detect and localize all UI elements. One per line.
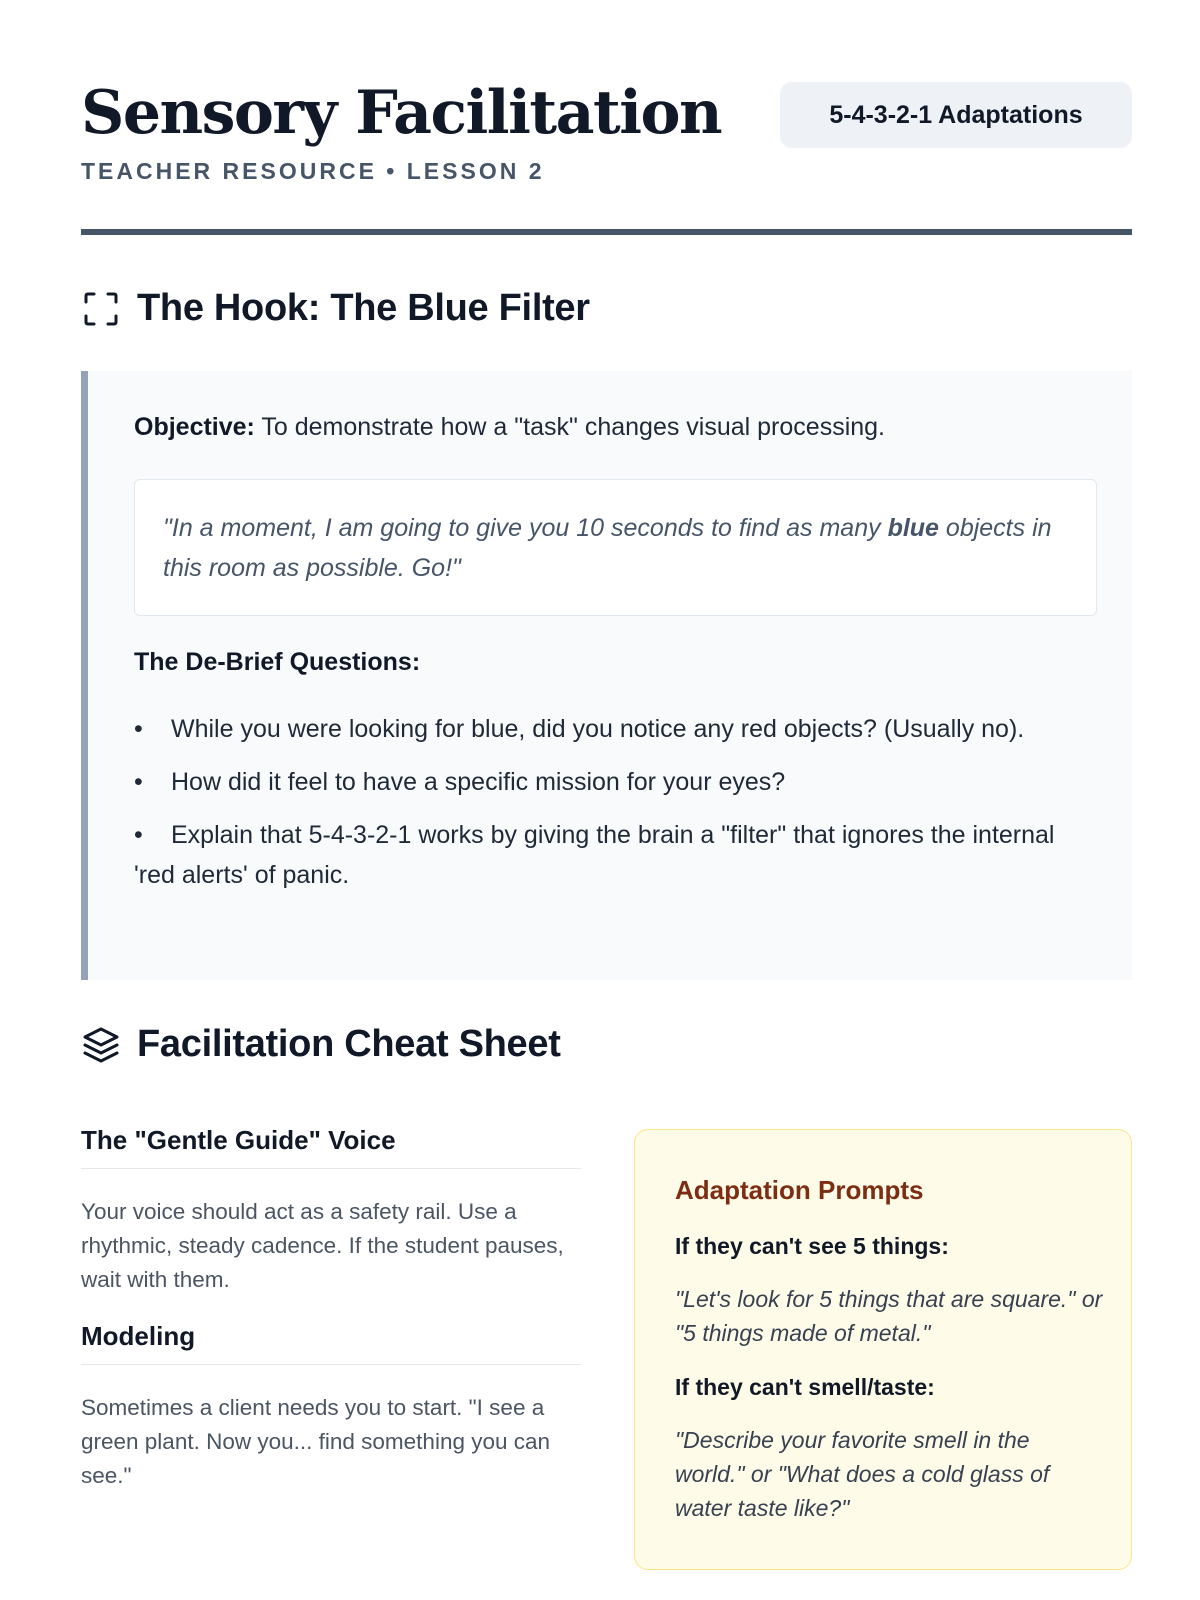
- quote-bold: blue: [887, 514, 939, 542]
- adaptations-badge: 5-4-3-2-1 Adaptations: [780, 82, 1132, 148]
- debrief-title: The De-Brief Questions:: [134, 648, 421, 676]
- scan-frame-icon: [81, 289, 121, 329]
- page-title: Sensory Facilitation: [81, 78, 722, 148]
- quote-before: "In a moment, I am going to give you 10 seconds to find as many: [163, 514, 888, 542]
- hook-box: [81, 371, 1132, 980]
- adaptation-answer-1: "Let's look for 5 things that are square." or "5 things made of metal.": [675, 1286, 1103, 1346]
- layers-icon: [81, 1025, 121, 1065]
- hook-heading: [81, 287, 590, 330]
- cheat-sheet-heading: [81, 1023, 561, 1066]
- header: [81, 0, 1132, 238]
- adaptation-answer-2: "Describe your favorite smell in the world." or "What does a cold glass of water taste like?": [675, 1427, 1050, 1521]
- adaptation-title: Adaptation Prompts: [675, 1175, 924, 1205]
- page-subtitle: TEACHER RESOURCE • LESSON 2: [81, 158, 545, 184]
- header-divider: [81, 229, 1132, 235]
- page: [81, 0, 1132, 1521]
- script-quote: [134, 479, 1097, 616]
- objective: [134, 413, 885, 442]
- list-item: • Explain that 5-4-3-2-1 works by giving the brain a "filter" that ignores the internal 'red alerts' of panic.: [134, 821, 1055, 889]
- debrief-list: [134, 709, 1097, 908]
- facilitation-notes: [81, 1125, 581, 1493]
- modeling-text: Sometimes a client needs you to start. "I see a green plant. Now you... find something you can see.": [81, 1395, 551, 1488]
- modeling-title: Modeling: [81, 1321, 581, 1365]
- objective-label: Objective:: [134, 413, 255, 441]
- list-item: • While you were looking for blue, did you notice any red objects? (Usually no).: [134, 715, 1025, 743]
- voice-title: The "Gentle Guide" Voice: [81, 1125, 581, 1169]
- cheat-sheet-heading-text: Facilitation Cheat Sheet: [137, 1023, 561, 1065]
- quote-after: objects in this room as possible. Go!": [163, 514, 1052, 582]
- hook-heading-text: The Hook: The Blue Filter: [137, 287, 590, 329]
- adaptation-question-2: If they can't smell/taste:: [675, 1374, 935, 1400]
- voice-text: Your voice should act as a safety rail. Use a rhythmic, steady cadence. If the student pauses, wait with them.: [81, 1199, 564, 1292]
- objective-text: To demonstrate how a "task" changes visual processing.: [254, 413, 886, 441]
- list-item: • How did it feel to have a specific mission for your eyes?: [134, 768, 786, 796]
- adaptation-card: [634, 1129, 1132, 1570]
- adaptation-question-1: If they can't see 5 things:: [675, 1233, 949, 1259]
